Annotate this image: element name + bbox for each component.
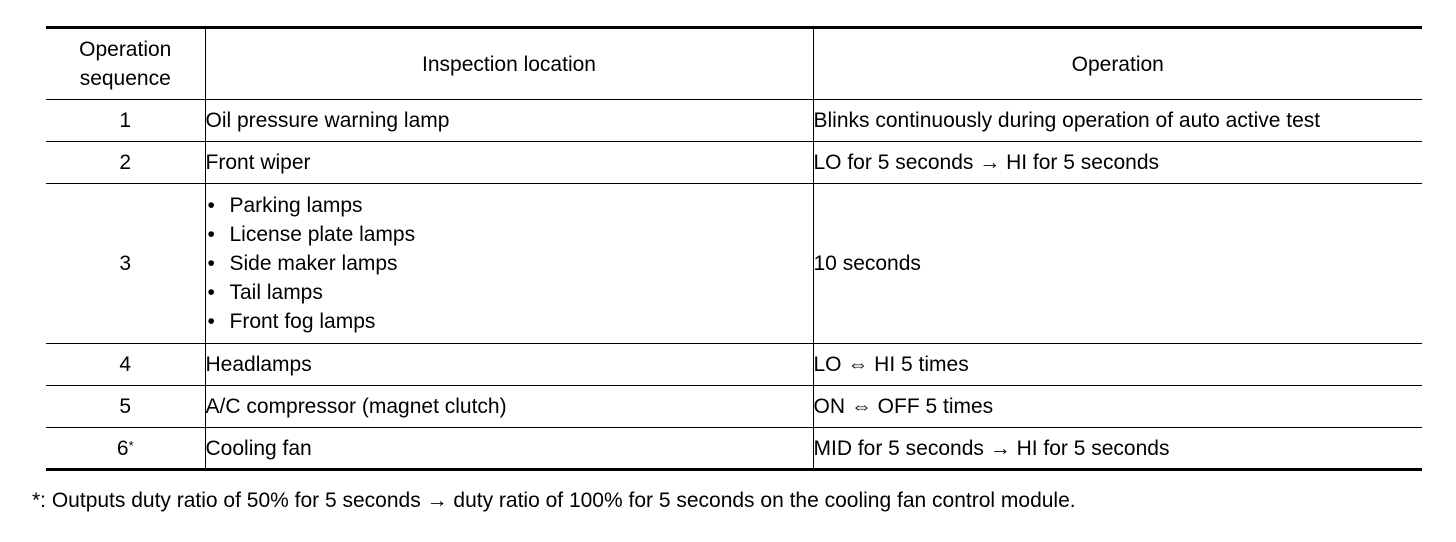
table-row xyxy=(46,386,1422,428)
bullet-icon: • xyxy=(207,281,215,304)
operation-cell: LO ⇔ HI 5 times xyxy=(813,344,1422,386)
operation-cell: MID for 5 seconds → HI for 5 seconds xyxy=(813,428,1422,470)
sequence-cell: 4 xyxy=(46,344,205,386)
operation-cell: LO for 5 seconds → HI for 5 seconds xyxy=(813,142,1422,184)
header-operation-sequence xyxy=(46,28,205,100)
auto-active-test-table xyxy=(46,26,1422,471)
sequence-cell: 1 xyxy=(46,100,205,142)
bullet-icon: • xyxy=(207,194,215,217)
list-item xyxy=(206,307,813,336)
header-sequence-line1: Operation xyxy=(79,38,172,61)
sequence-cell: 3 xyxy=(46,184,205,344)
operation-cell: ON ⇔ OFF 5 times xyxy=(813,386,1422,428)
location-cell: Front wiper xyxy=(205,142,813,184)
bullet-icon: • xyxy=(207,252,215,275)
list-item xyxy=(206,220,813,249)
list-item xyxy=(206,278,813,307)
location-cell: Headlamps xyxy=(205,344,813,386)
operation-cell: Blinks continuously during operation of auto active test xyxy=(813,100,1422,142)
operation-table-container xyxy=(46,26,1422,471)
location-cell: Cooling fan xyxy=(205,428,813,470)
list-item-label: Tail lamps xyxy=(229,281,323,304)
location-cell: Oil pressure warning lamp xyxy=(205,100,813,142)
footnote-marker: * xyxy=(128,437,134,453)
list-item xyxy=(206,249,813,278)
list-item xyxy=(206,191,813,220)
table-row xyxy=(46,142,1422,184)
bullet-icon: • xyxy=(207,223,215,246)
sequence-cell: 5 xyxy=(46,386,205,428)
sequence-cell: 2 xyxy=(46,142,205,184)
list-item-label: Front fog lamps xyxy=(229,310,376,333)
location-cell: A/C compressor (magnet clutch) xyxy=(205,386,813,428)
bullet-icon: • xyxy=(207,310,215,333)
list-item-label: Side maker lamps xyxy=(229,252,398,275)
table-row xyxy=(46,428,1422,470)
sequence-number: 6 xyxy=(116,436,129,460)
table-row xyxy=(46,100,1422,142)
location-cell xyxy=(205,184,813,344)
lamp-list xyxy=(206,191,813,336)
list-item-label: License plate lamps xyxy=(229,223,416,246)
operation-cell: 10 seconds xyxy=(813,184,1422,344)
sequence-cell xyxy=(46,428,205,470)
list-item-label: Parking lamps xyxy=(229,194,363,217)
table-header-row xyxy=(46,28,1422,100)
footnote: *: Outputs duty ratio of 50% for 5 seconds → duty ratio of 100% for 5 seconds on the cooling fan control module. xyxy=(32,489,1076,512)
header-operation: Operation xyxy=(813,28,1422,100)
header-sequence-line2: sequence xyxy=(79,67,171,90)
table-row xyxy=(46,184,1422,344)
header-inspection-location: Inspection location xyxy=(205,28,813,100)
table-row xyxy=(46,344,1422,386)
